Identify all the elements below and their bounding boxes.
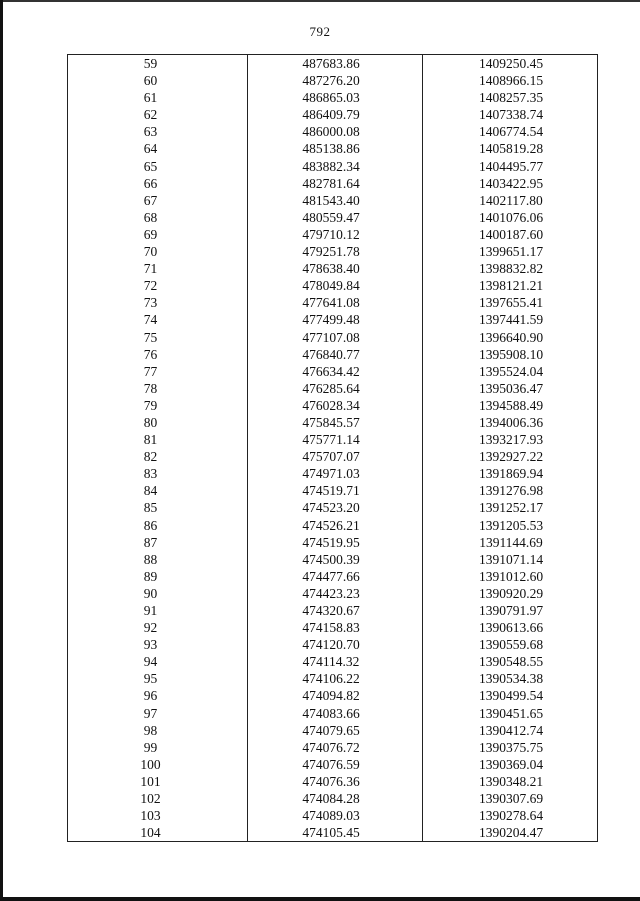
- x-coordinate-cell: 474083.66: [248, 705, 423, 722]
- table-row: [68, 722, 598, 739]
- point-number-cell: 79: [68, 397, 248, 414]
- y-coordinate-cell: 1395036.47: [423, 380, 598, 397]
- table-row: [68, 72, 598, 89]
- x-coordinate-cell: 485138.86: [248, 140, 423, 157]
- table-row: [68, 55, 598, 73]
- coordinates-table-body: [68, 55, 598, 842]
- scan-edge-bottom: [0, 897, 640, 901]
- y-coordinate-cell: 1396640.90: [423, 329, 598, 346]
- table-row: [68, 585, 598, 602]
- table-row: [68, 277, 598, 294]
- table-row: [68, 551, 598, 568]
- x-coordinate-cell: 483882.34: [248, 158, 423, 175]
- x-coordinate-cell: 479710.12: [248, 226, 423, 243]
- x-coordinate-cell: 476840.77: [248, 346, 423, 363]
- x-coordinate-cell: 480559.47: [248, 209, 423, 226]
- point-number-cell: 59: [68, 55, 248, 73]
- table-row: [68, 158, 598, 175]
- x-coordinate-cell: 474089.03: [248, 807, 423, 824]
- y-coordinate-cell: 1390791.97: [423, 602, 598, 619]
- y-coordinate-cell: 1391869.94: [423, 465, 598, 482]
- point-number-cell: 62: [68, 106, 248, 123]
- y-coordinate-cell: 1390613.66: [423, 619, 598, 636]
- point-number-cell: 95: [68, 670, 248, 687]
- table-row: [68, 824, 598, 842]
- table-row: [68, 414, 598, 431]
- x-coordinate-cell: 474084.28: [248, 790, 423, 807]
- x-coordinate-cell: 474114.32: [248, 653, 423, 670]
- point-number-cell: 92: [68, 619, 248, 636]
- x-coordinate-cell: 474076.72: [248, 739, 423, 756]
- coordinates-table: [67, 54, 598, 842]
- y-coordinate-cell: 1390278.64: [423, 807, 598, 824]
- table-row: [68, 602, 598, 619]
- y-coordinate-cell: 1398832.82: [423, 260, 598, 277]
- x-coordinate-cell: 474500.39: [248, 551, 423, 568]
- point-number-cell: 94: [68, 653, 248, 670]
- table-row: [68, 123, 598, 140]
- point-number-cell: 73: [68, 294, 248, 311]
- table-row: [68, 670, 598, 687]
- table-row: [68, 209, 598, 226]
- table-row: [68, 106, 598, 123]
- point-number-cell: 103: [68, 807, 248, 824]
- table-row: [68, 226, 598, 243]
- y-coordinate-cell: 1390412.74: [423, 722, 598, 739]
- table-row: [68, 363, 598, 380]
- point-number-cell: 70: [68, 243, 248, 260]
- y-coordinate-cell: 1401076.06: [423, 209, 598, 226]
- table-row: [68, 448, 598, 465]
- point-number-cell: 98: [68, 722, 248, 739]
- y-coordinate-cell: 1390559.68: [423, 636, 598, 653]
- point-number-cell: 66: [68, 175, 248, 192]
- x-coordinate-cell: 475707.07: [248, 448, 423, 465]
- y-coordinate-cell: 1394006.36: [423, 414, 598, 431]
- x-coordinate-cell: 476028.34: [248, 397, 423, 414]
- x-coordinate-cell: 474523.20: [248, 499, 423, 516]
- point-number-cell: 67: [68, 192, 248, 209]
- y-coordinate-cell: 1390307.69: [423, 790, 598, 807]
- x-coordinate-cell: 475845.57: [248, 414, 423, 431]
- y-coordinate-cell: 1390499.54: [423, 687, 598, 704]
- y-coordinate-cell: 1391276.98: [423, 482, 598, 499]
- x-coordinate-cell: 474079.65: [248, 722, 423, 739]
- table-row: [68, 687, 598, 704]
- x-coordinate-cell: 486000.08: [248, 123, 423, 140]
- point-number-cell: 96: [68, 687, 248, 704]
- point-number-cell: 76: [68, 346, 248, 363]
- y-coordinate-cell: 1399651.17: [423, 243, 598, 260]
- table-row: [68, 807, 598, 824]
- point-number-cell: 78: [68, 380, 248, 397]
- point-number-cell: 63: [68, 123, 248, 140]
- point-number-cell: 104: [68, 824, 248, 842]
- y-coordinate-cell: 1390920.29: [423, 585, 598, 602]
- page-number: 792: [309, 24, 331, 39]
- y-coordinate-cell: 1404495.77: [423, 158, 598, 175]
- point-number-cell: 99: [68, 739, 248, 756]
- x-coordinate-cell: 487276.20: [248, 72, 423, 89]
- table-row: [68, 346, 598, 363]
- x-coordinate-cell: 481543.40: [248, 192, 423, 209]
- table-row: [68, 653, 598, 670]
- y-coordinate-cell: 1390375.75: [423, 739, 598, 756]
- point-number-cell: 68: [68, 209, 248, 226]
- y-coordinate-cell: 1390548.55: [423, 653, 598, 670]
- x-coordinate-cell: 474120.70: [248, 636, 423, 653]
- x-coordinate-cell: 479251.78: [248, 243, 423, 260]
- x-coordinate-cell: 477107.08: [248, 329, 423, 346]
- point-number-cell: 82: [68, 448, 248, 465]
- x-coordinate-cell: 477499.48: [248, 311, 423, 328]
- table-row: [68, 397, 598, 414]
- scan-edge-left: [0, 0, 3, 901]
- table-row: [68, 619, 598, 636]
- table-row: [68, 380, 598, 397]
- x-coordinate-cell: 476634.42: [248, 363, 423, 380]
- y-coordinate-cell: 1395908.10: [423, 346, 598, 363]
- table-row: [68, 431, 598, 448]
- x-coordinate-cell: 474105.45: [248, 824, 423, 842]
- x-coordinate-cell: 486409.79: [248, 106, 423, 123]
- point-number-cell: 101: [68, 773, 248, 790]
- scan-edge-top: [0, 0, 640, 2]
- x-coordinate-cell: 474519.95: [248, 534, 423, 551]
- y-coordinate-cell: 1407338.74: [423, 106, 598, 123]
- point-number-cell: 81: [68, 431, 248, 448]
- y-coordinate-cell: 1400187.60: [423, 226, 598, 243]
- point-number-cell: 80: [68, 414, 248, 431]
- point-number-cell: 75: [68, 329, 248, 346]
- x-coordinate-cell: 474423.23: [248, 585, 423, 602]
- x-coordinate-cell: 487683.86: [248, 55, 423, 73]
- x-coordinate-cell: 474076.36: [248, 773, 423, 790]
- table-row: [68, 636, 598, 653]
- table-row: [68, 329, 598, 346]
- table-row: [68, 499, 598, 516]
- y-coordinate-cell: 1406774.54: [423, 123, 598, 140]
- point-number-cell: 77: [68, 363, 248, 380]
- y-coordinate-cell: 1393217.93: [423, 431, 598, 448]
- y-coordinate-cell: 1391012.60: [423, 568, 598, 585]
- y-coordinate-cell: 1390534.38: [423, 670, 598, 687]
- x-coordinate-cell: 474320.67: [248, 602, 423, 619]
- x-coordinate-cell: 478049.84: [248, 277, 423, 294]
- x-coordinate-cell: 474106.22: [248, 670, 423, 687]
- table-row: [68, 773, 598, 790]
- table-row: [68, 465, 598, 482]
- y-coordinate-cell: 1408257.35: [423, 89, 598, 106]
- x-coordinate-cell: 477641.08: [248, 294, 423, 311]
- table-row: [68, 175, 598, 192]
- point-number-cell: 83: [68, 465, 248, 482]
- point-number-cell: 97: [68, 705, 248, 722]
- y-coordinate-cell: 1409250.45: [423, 55, 598, 73]
- point-number-cell: 102: [68, 790, 248, 807]
- point-number-cell: 88: [68, 551, 248, 568]
- point-number-cell: 87: [68, 534, 248, 551]
- point-number-cell: 65: [68, 158, 248, 175]
- table-row: [68, 517, 598, 534]
- point-number-cell: 71: [68, 260, 248, 277]
- point-number-cell: 64: [68, 140, 248, 157]
- x-coordinate-cell: 476285.64: [248, 380, 423, 397]
- y-coordinate-cell: 1397655.41: [423, 294, 598, 311]
- point-number-cell: 61: [68, 89, 248, 106]
- y-coordinate-cell: 1391252.17: [423, 499, 598, 516]
- table-row: [68, 89, 598, 106]
- y-coordinate-cell: 1390348.21: [423, 773, 598, 790]
- point-number-cell: 69: [68, 226, 248, 243]
- table-row: [68, 243, 598, 260]
- y-coordinate-cell: 1398121.21: [423, 277, 598, 294]
- x-coordinate-cell: 474526.21: [248, 517, 423, 534]
- table-row: [68, 790, 598, 807]
- table-row: [68, 756, 598, 773]
- y-coordinate-cell: 1390204.47: [423, 824, 598, 842]
- y-coordinate-cell: 1390369.04: [423, 756, 598, 773]
- y-coordinate-cell: 1394588.49: [423, 397, 598, 414]
- x-coordinate-cell: 474519.71: [248, 482, 423, 499]
- point-number-cell: 100: [68, 756, 248, 773]
- table-row: [68, 140, 598, 157]
- y-coordinate-cell: 1392927.22: [423, 448, 598, 465]
- x-coordinate-cell: 474477.66: [248, 568, 423, 585]
- x-coordinate-cell: 474158.83: [248, 619, 423, 636]
- table-row: [68, 534, 598, 551]
- point-number-cell: 84: [68, 482, 248, 499]
- y-coordinate-cell: 1408966.15: [423, 72, 598, 89]
- point-number-cell: 89: [68, 568, 248, 585]
- y-coordinate-cell: 1391071.14: [423, 551, 598, 568]
- y-coordinate-cell: 1390451.65: [423, 705, 598, 722]
- table-row: [68, 705, 598, 722]
- point-number-cell: 91: [68, 602, 248, 619]
- x-coordinate-cell: 474094.82: [248, 687, 423, 704]
- table-row: [68, 294, 598, 311]
- x-coordinate-cell: 474076.59: [248, 756, 423, 773]
- y-coordinate-cell: 1391205.53: [423, 517, 598, 534]
- x-coordinate-cell: 478638.40: [248, 260, 423, 277]
- y-coordinate-cell: 1391144.69: [423, 534, 598, 551]
- x-coordinate-cell: 482781.64: [248, 175, 423, 192]
- y-coordinate-cell: 1403422.95: [423, 175, 598, 192]
- y-coordinate-cell: 1397441.59: [423, 311, 598, 328]
- x-coordinate-cell: 486865.03: [248, 89, 423, 106]
- table-row: [68, 311, 598, 328]
- y-coordinate-cell: 1402117.80: [423, 192, 598, 209]
- point-number-cell: 60: [68, 72, 248, 89]
- x-coordinate-cell: 474971.03: [248, 465, 423, 482]
- point-number-cell: 90: [68, 585, 248, 602]
- table-row: [68, 260, 598, 277]
- x-coordinate-cell: 475771.14: [248, 431, 423, 448]
- point-number-cell: 74: [68, 311, 248, 328]
- point-number-cell: 85: [68, 499, 248, 516]
- table-row: [68, 192, 598, 209]
- table-row: [68, 482, 598, 499]
- table-row: [68, 568, 598, 585]
- table-row: [68, 739, 598, 756]
- y-coordinate-cell: 1395524.04: [423, 363, 598, 380]
- y-coordinate-cell: 1405819.28: [423, 140, 598, 157]
- point-number-cell: 86: [68, 517, 248, 534]
- point-number-cell: 93: [68, 636, 248, 653]
- point-number-cell: 72: [68, 277, 248, 294]
